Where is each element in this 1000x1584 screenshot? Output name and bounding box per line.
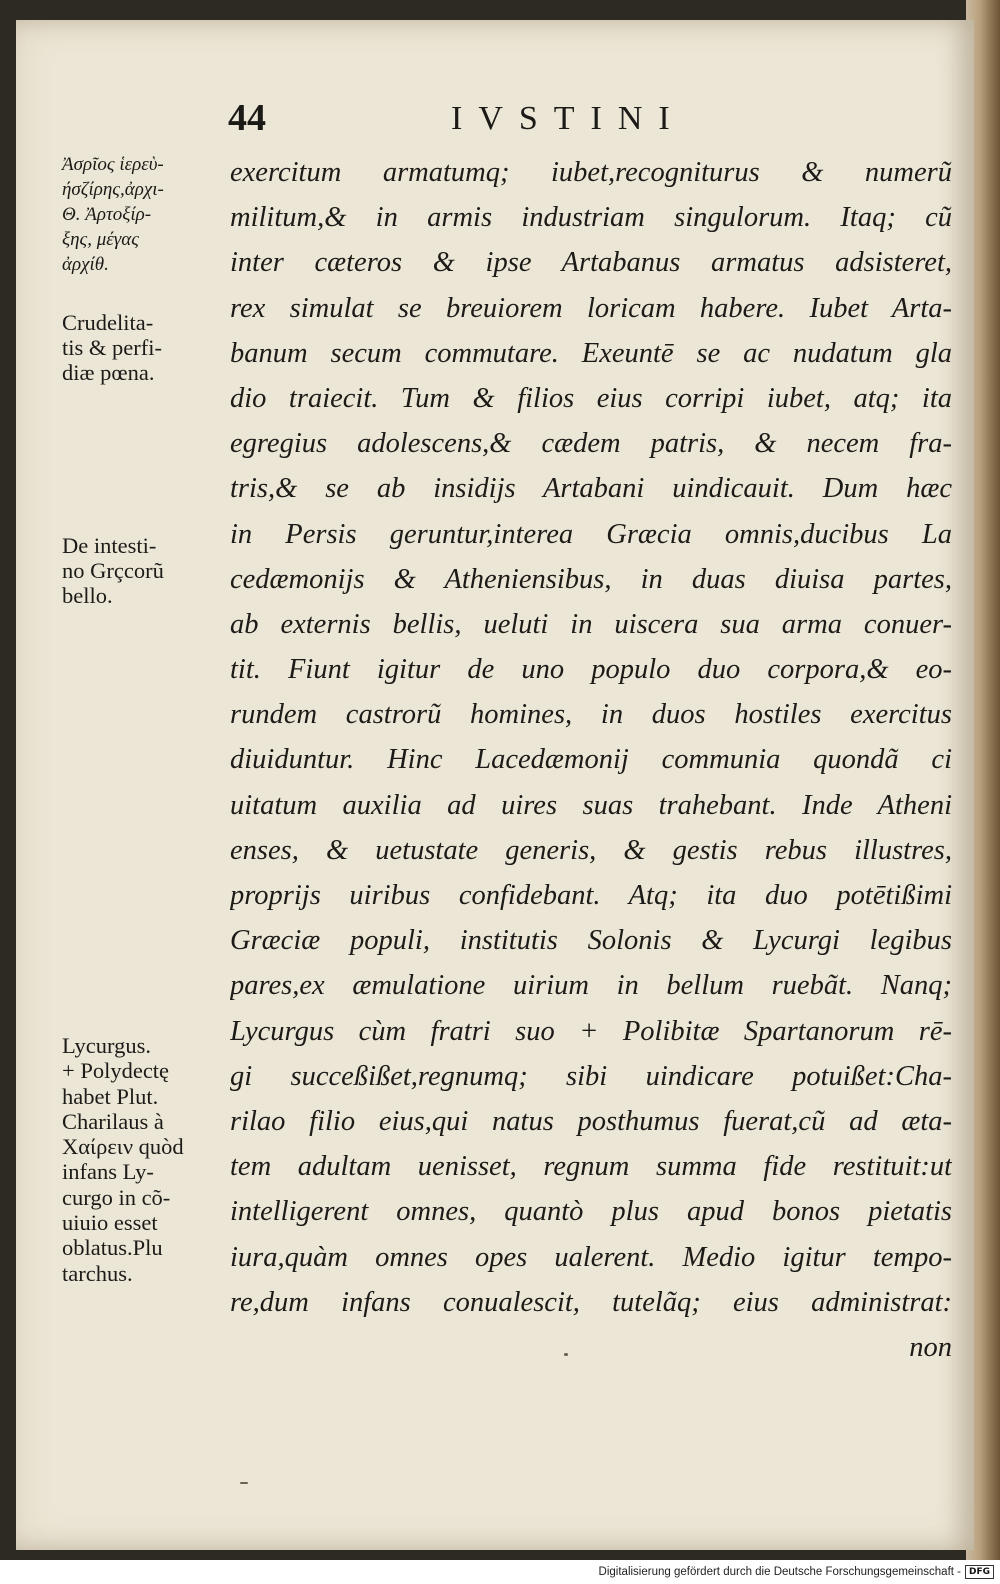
note-line: habet Plut. (62, 1083, 159, 1109)
page-number: 44 (228, 97, 266, 139)
note-line: no Grçcorũ (62, 558, 164, 583)
text-line: tem adultam uenisset, regnum summa fide restituit:ut (230, 1151, 952, 1183)
running-title: IVSTINI (451, 100, 686, 137)
note-line: De intesti- (62, 533, 157, 558)
text-line: iura,quàm omnes opes ualerent. Medio igitur tempo- (230, 1241, 952, 1273)
text-line: ab externis bellis, ueluti in uiscera sua arma conuer- (230, 608, 952, 640)
text-line: inter cæteros & ipse Artabanus armatus adsisteret, (230, 247, 952, 279)
note-line: ήσζίρης,ἀρχι- (62, 179, 164, 200)
note-line: Lycurgus. (62, 1033, 151, 1058)
text-line: tris,& se ab insidijs Artabani uindicauit. Dum hæc (230, 473, 952, 505)
page-header (16, 96, 974, 146)
marginal-note-greek (62, 152, 164, 277)
note-line: infans Ly- (62, 1159, 154, 1185)
book-page (16, 20, 974, 1550)
note-line: Charilaus à (62, 1108, 164, 1134)
marginal-note-crudelitatis (62, 310, 162, 385)
text-line: tit. Fiunt igitur de uno populo duo corpora,& eo- (230, 654, 952, 686)
text-line: gi succeßißet,regnumq; sibi uindicare potuißet:Cha- (230, 1060, 952, 1092)
funding-credit: Digitalisierung gefördert durch die Deutsche Forschungsgemeinschaft - (598, 1566, 961, 1578)
note-line: ἀρχίθ. (62, 254, 109, 275)
text-line: pares,ex æmulatione uirium in bellum ruebãt. Nanq; (230, 970, 952, 1002)
paper-speck (564, 1353, 568, 1356)
note-line: diæ pœna. (62, 360, 155, 385)
note-line: uiuio esset (62, 1210, 158, 1236)
paper-speck (240, 1482, 248, 1484)
marginal-note-lycurgus (62, 1033, 184, 1286)
text-line: diuiduntur. Hinc Lacedæmonij communia quondã ci (230, 744, 952, 776)
main-text-column (230, 150, 952, 1370)
text-line: in Persis geruntur,interea Græcia omnis,ducibus La (230, 518, 952, 550)
note-line: curgo in cõ- (62, 1184, 171, 1210)
text-line: re,dum infans conualescit, tutelãq; eius administrat: (230, 1286, 952, 1318)
text-line: egregius adolescens,& cædem patris, & necem fra- (230, 428, 952, 460)
text-line: rilao filio eius,qui natus posthumus fuerat,cũ ad æta- (230, 1105, 952, 1137)
text-line: Græciæ populi, institutis Solonis & Lycurgi legibus (230, 925, 952, 957)
text-line: Lycurgus cùm fratri suo + Polibitæ Spartanorum rē- (230, 1015, 952, 1047)
note-line: tarchus. (62, 1260, 133, 1286)
note-line: bello. (62, 583, 113, 608)
note-line: Χαίρειν quòd (62, 1134, 184, 1160)
text-line: banum secum commutare. Exeuntē se ac nudatum gla (230, 337, 952, 369)
text-line: exercitum armatumq; iubet,recogniturus & numerũ (230, 157, 952, 188)
dfg-logo-icon: DFG (965, 1565, 994, 1579)
digitization-footer (560, 1563, 994, 1581)
note-line: Θ. Ἀρτοξίρ- (62, 204, 152, 225)
note-line: ξης, μέγας (62, 229, 139, 250)
note-line: Crudelita- (62, 310, 154, 335)
text-line: militum,& in armis industriam singulorum. Itaq; cũ (230, 202, 952, 234)
note-line: tis & perfi- (62, 335, 162, 360)
text-line: rex simulat se breuiorem loricam habere. Iubet Arta- (230, 292, 952, 324)
text-line: intelligerent omnes, quantò plus apud bonos pietatis (230, 1196, 952, 1228)
note-line: Ἀσρῖος ἱερεὺ- (62, 154, 164, 175)
marginal-note-bello (62, 533, 164, 608)
text-line: uitatum auxilia ad uires suas trahebant. Inde Atheni (230, 789, 952, 821)
text-line: cedæmonijs & Atheniensibus, in duas diuisa partes, (230, 563, 952, 595)
text-line: proprijs uiribus confidebant. Atq; ita duo potētißimi (230, 880, 952, 911)
catchword: non (909, 1331, 952, 1363)
note-line: + Polydectę (62, 1058, 170, 1084)
text-line: rundem castrorũ homines, in duos hostiles exercitus (230, 699, 952, 731)
text-line: dio traiecit. Tum & filios eius corripi iubet, atq; ita (230, 382, 952, 414)
text-line: enses, & uetustate generis, & gestis rebus illustres, (230, 834, 952, 866)
note-line: oblatus.Plu (62, 1235, 163, 1261)
